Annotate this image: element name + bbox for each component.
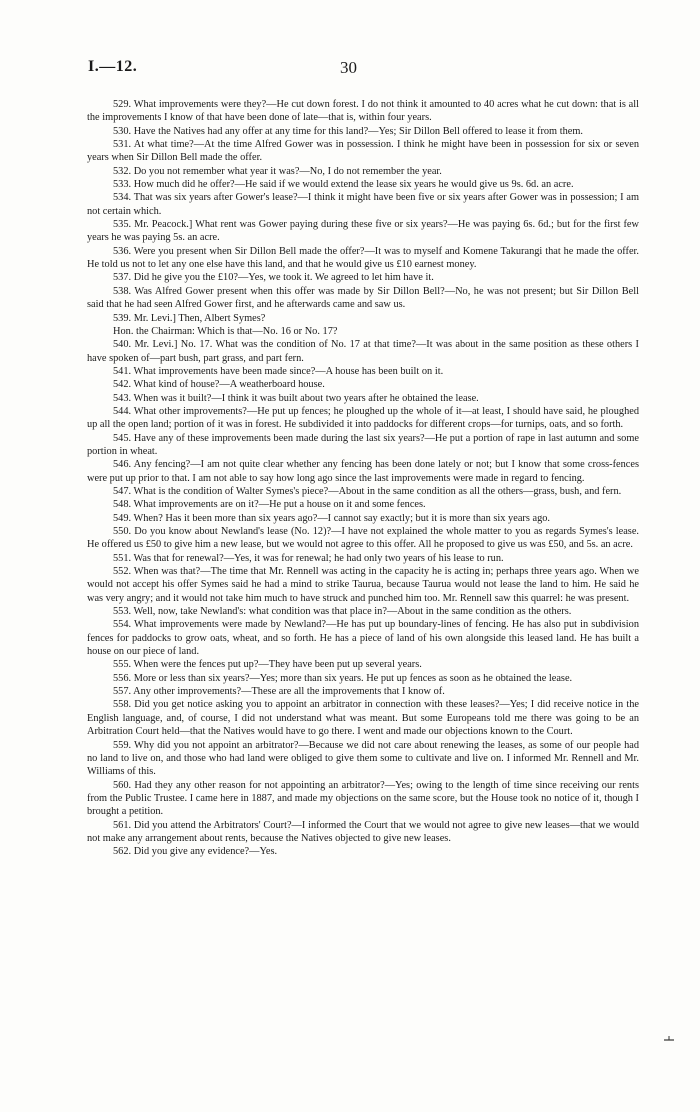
paragraph: 558. Did you get notice asking you to appoint an arbitrator in connection with these leases?—Yes; I did receive notice in the English language, and, of course, I did not understand what was meant. But some Europeans told me there was going to be an Arbitration Court held—that the Natives would have to go there. I went and made our objections known to the Court.	[87, 699, 639, 738]
paragraph: 541. What improvements have been made since?—A house has been built on it.	[113, 365, 444, 377]
paragraph: 555. When were the fences put up?—They have been put up several years.	[113, 659, 422, 671]
paragraph: 561. Did you attend the Arbitrators' Court?—I informed the Court that we would not agree to give new leases—that we would not make any arrangement about rents, because the Natives objected to give new leases.	[87, 819, 639, 844]
document-reference: I.—12.	[88, 58, 138, 75]
paragraph: 545. Have any of these improvements been made during the last six years?—He put a portion of rape in last autumn and some portion in wheat.	[87, 432, 639, 457]
paragraph: 540. Mr. Levi.] No. 17. What was the condition of No. 17 at that time?—It was about in the same position as these others I have spoken of—part bush, part grass, and part fern.	[87, 339, 639, 364]
paragraph: 557. Any other improvements?—These are all the improvements that I know of.	[113, 686, 445, 698]
paragraph: 549. When? Has it been more than six years ago?—I cannot say exactly; but it is more than six years ago.	[113, 512, 550, 524]
page-number: 30	[340, 58, 357, 77]
paragraph: 531. At what time?—At the time Alfred Gower was in possession. I think he might have been in possession for six or seven years when Sir Dillon Bell made the offer.	[87, 139, 639, 164]
margin-tick-icon	[663, 1034, 675, 1046]
paragraph: 552. When was that?—The time that Mr. Rennell was acting in the capacity he is acting in; perhaps three years ago. When we would not accept his offer Symes said he had a mind to strike Taurua, because Taurua would not lease the land to him. He said he was very angry; and it would not take him much to have struck and punched him too. Mr. Rennell saw this quarrel: he was present.	[87, 566, 639, 604]
paragraph: 530. Have the Natives had any offer at any time for this land?—Yes; Sir Dillon Bell offered to lease it from them.	[113, 125, 583, 137]
paragraph: 562. Did you give any evidence?—Yes.	[113, 846, 278, 858]
testimony-body	[87, 98, 639, 859]
paragraph: 537. Did he give you the £10?—Yes, we took it. We agreed to let him have it.	[113, 272, 434, 284]
paragraph: 544. What other improvements?—He put up fences; he ploughed up the whole of it—at least, I should have said, he ploughed up all the open land; portion of it was in forest. He subdivided it into paddocks for different crops—for turnips, oats, and so forth.	[87, 405, 639, 431]
paragraph: 534. That was six years after Gower's lease?—I think it might have been five or six years after Gower was in possession; I am not certain which.	[87, 192, 639, 217]
paragraph: 539. Mr. Levi.] Then, Albert Symes?	[113, 312, 266, 324]
paragraph: 533. How much did he offer?—He said if we would extend the lease six years he would give us 9s. 6d. an acre.	[113, 179, 574, 191]
paragraph: 550. Do you know about Newland's lease (No. 12)?—I have not explained the whole matter to you as regards Symes's lease. He offered us £50 to give him a new lease, but we would not agree to this offer. All he proposed to give us was £50, and 5s. an acre.	[87, 526, 639, 551]
paragraph: 556. More or less than six years?—Yes; more than six years. He put up fences as soon as he obtained the lease.	[113, 672, 573, 684]
paragraph: 547. What is the condition of Walter Symes's piece?—About in the same condition as all the others—grass, bush, and fern.	[113, 485, 622, 497]
paragraph: 538. Was Alfred Gower present when this offer was made by Sir Dillon Bell?—No, he was not present; but Sir Dillon Bell said that he had seen Alfred Gower first, and he afterwards came and saw us.	[87, 285, 639, 311]
paragraph: 554. What improvements were made by Newland?—He has put up boundary-lines of fencing. He has also put in subdivision fences for paddocks to grow oats, wheat, and so forth. He has a piece of land of his own alongside this leased land. He has built a house on our piece of land.	[87, 619, 639, 658]
page-header	[88, 58, 638, 80]
paragraph: 542. What kind of house?—A weatherboard house.	[113, 379, 325, 391]
paragraph: 546. Any fencing?—I am not quite clear whether any fencing has been done lately or not; but I know that some cross-fences were put up prior to that. I am not able to say how long ago since the last improvements were made in regard to fencing.	[87, 459, 639, 484]
paragraph: 548. What improvements are on it?—He put a house on it and some fences.	[113, 499, 426, 511]
paragraph: 553. Well, now, take Newland's: what condition was that place in?—About in the same condition as the others.	[113, 606, 572, 618]
paragraph: 560. Had they any other reason for not appointing an arbitrator?—Yes; owing to the length of time since receiving our rents from the Public Trustee. I came here in 1887, and made my objections on the same score, but the House took no notice of it, though I brought a petition.	[87, 779, 639, 818]
paragraph: 536. Were you present when Sir Dillon Bell made the offer?—It was to myself and Komene Takurangi that he made the offer. He told us not to let any one else have this land, and that he would give us £10 earnest money.	[87, 245, 639, 271]
paragraph: 559. Why did you not appoint an arbitrator?—Because we did not care about renewing the leases, as some of our people had no land to live on, and those who had land were obliged to give them some to cultivate and live on. I informed Mr. Rennell and Mr. Williams of this.	[87, 739, 639, 778]
paragraph: 532. Do you not remember what year it was?—No, I do not remember the year.	[113, 165, 442, 177]
paragraph: 543. When was it built?—I think it was built about two years after he obtained the lease.	[113, 392, 479, 404]
paragraph: 529. What improvements were they?—He cut down forest. I do not think it amounted to 40 acres what he cut down: that is all the improvements I know of that have been done of late—that is, within four years.	[87, 99, 639, 124]
paragraph: 535. Mr. Peacock.] What rent was Gower paying during these five or six years?—He was paying 6s. 6d.; but for the first few years he was paying 5s. an acre.	[87, 219, 639, 244]
paragraph: 551. Was that for renewal?—Yes, it was for renewal; he had only two years of his lease to run.	[113, 552, 504, 564]
paragraph: Hon. the Chairman: Which is that—No. 16 or No. 17?	[113, 325, 338, 337]
